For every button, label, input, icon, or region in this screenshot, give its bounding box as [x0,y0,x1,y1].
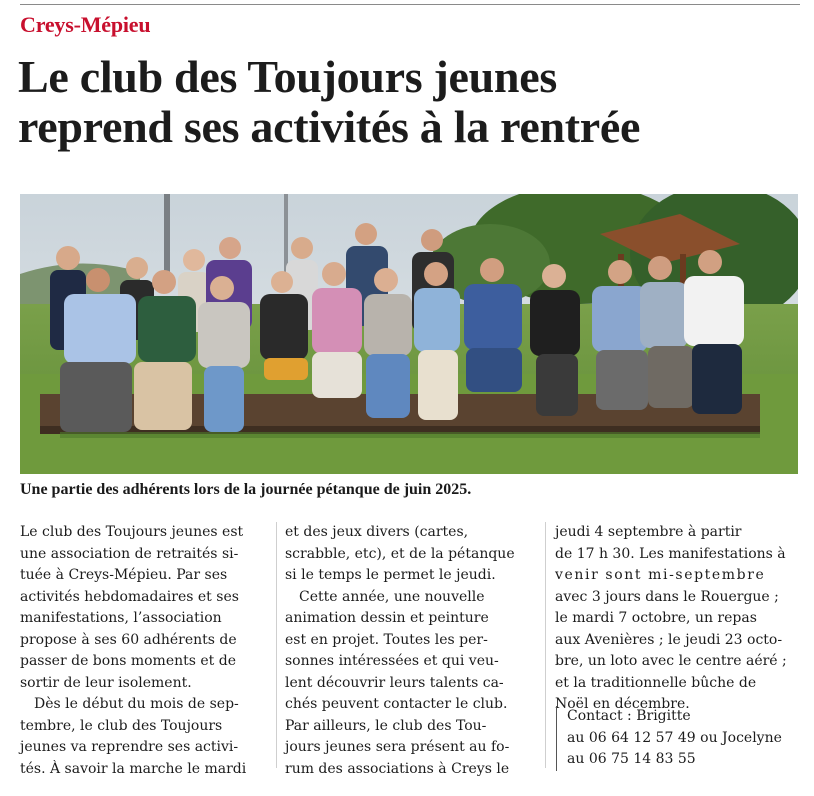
column-3-line: venir sont mi-septembre [555,567,766,583]
column-2-line: animation dessin et peinture [285,610,489,626]
column-3-line: de 17 h 30. Les manifestations à [555,545,786,562]
column-1-line: manifestations, l’association [20,610,222,626]
column-1-line: tés. À savoir la marche le mardi [20,760,247,777]
headline-line-1: Le club des Toujours jeunes [18,51,557,102]
column-3-line: bre, un loto avec le centre aéré ; [555,653,787,669]
photo-caption: Une partie des adhérents lors de la journée pétanque de juin 2025. [20,481,472,498]
column-2-paragraph-2 [285,587,533,781]
column-3-line: et la traditionnelle bûche de [555,674,757,691]
column-divider [545,522,546,768]
article-column-2 [285,522,533,780]
contact-label: Contact : Brigitte [567,708,691,724]
column-2-paragraph-1 [285,522,533,587]
column-2-line: jours jeunes sera présent au fo- [285,739,510,755]
column-1-line: activités hebdomadaires et ses [20,588,239,605]
column-2-line: Par ailleurs, le club des Tou- [285,717,487,734]
column-1-line: tembre, le club des Toujours [20,717,223,734]
top-rule [20,4,800,5]
group-photo [20,194,798,474]
column-3-paragraph-1 [555,522,803,716]
column-1-line: passer de bons moments et de [20,653,236,669]
column-1-line: propose à ses 60 adhérents de [20,631,237,648]
column-1-line: Dès le début du mois de sep- [34,696,239,712]
section-kicker: Creys-Mépieu [20,12,151,37]
column-1-line: tuée à Creys-Mépieu. Par ses [20,567,228,583]
column-2-line: scrabble, etc), et de la pétanque [285,545,515,562]
column-1-line: une association de retraités si- [20,545,239,562]
column-1-line: jeunes va reprendre ses activi- [20,739,239,755]
contact-phone-2: au 06 75 14 83 55 [567,751,696,767]
column-1-line: sortir de leur isolement. [20,674,192,691]
column-2-line: est en projet. Toutes les per- [285,631,488,648]
column-2-line: lent découvrir leurs talents ca- [285,674,504,691]
column-3-line: Noël en décembre. [555,696,690,712]
column-2-line: chés peuvent contacter le club. [285,696,508,712]
headline-line-2: reprend ses activités à la rentrée [18,101,641,152]
column-2-line: sonnes intéressées et qui veu- [285,653,499,669]
column-1-paragraph-2 [20,694,268,780]
column-3-line: le mardi 7 octobre, un repas [555,610,757,626]
contact-phone-1: au 06 64 12 57 49 ou Jocelyne [567,729,782,746]
column-2-line: et des jeux divers (cartes, [285,524,469,540]
column-3-line: jeudi 4 septembre à partir [555,524,742,540]
column-3-line: aux Avenières ; le jeudi 23 octo- [555,631,783,648]
column-1-line: Le club des Toujours jeunes est [20,524,244,540]
article-column-3 [555,522,803,716]
column-divider [276,522,277,768]
article-headline [18,52,808,152]
column-2-line: rum des associations à Creys le [285,760,510,777]
column-1-paragraph-1 [20,522,268,694]
column-2-line: si le temps le permet le jeudi. [285,567,496,583]
column-2-line: Cette année, une nouvelle [299,588,485,605]
column-3-line: avec 3 jours dans le Rouergue ; [555,588,779,605]
contact-box [556,706,782,771]
article-column-1 [20,522,268,780]
